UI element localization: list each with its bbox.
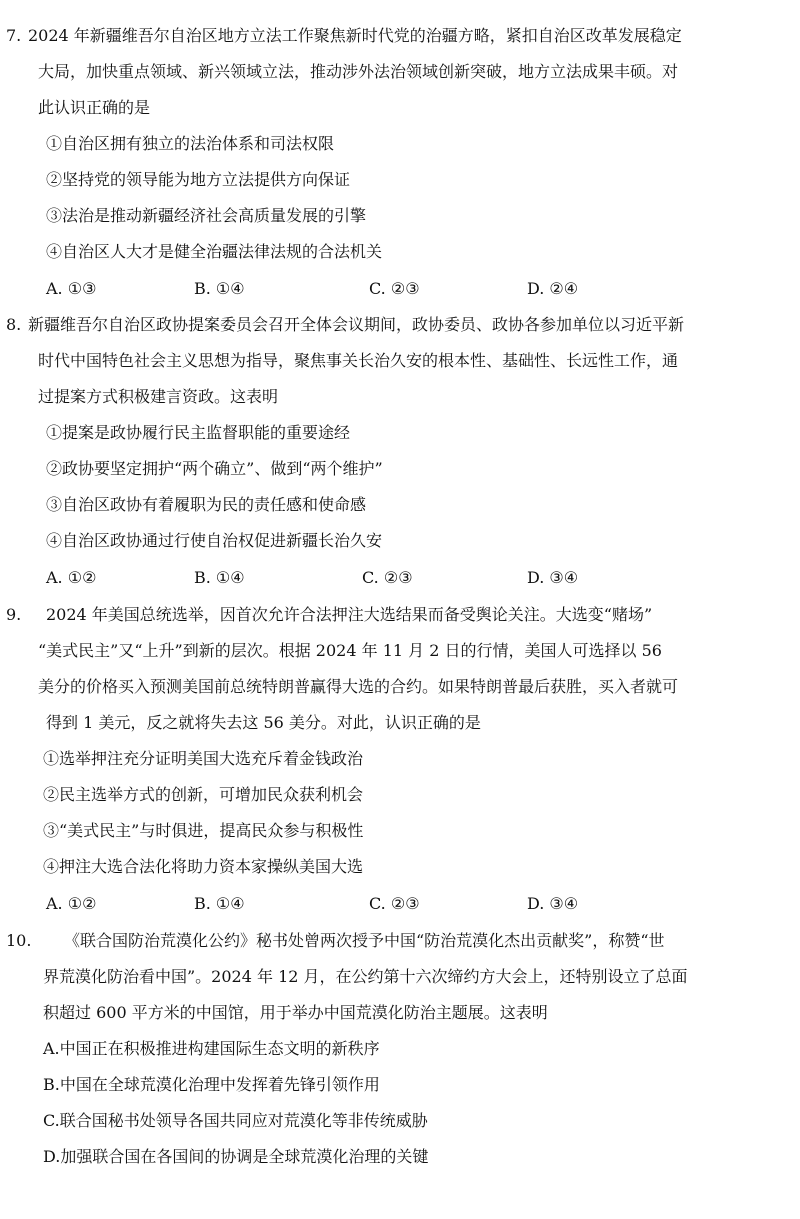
question-stem-line: 得到 1 美元，反之就将失去这 56 美分。对此，认识正确的是 bbox=[46, 713, 481, 732]
choice-d[interactable]: D.加强联合国在各国间的协调是全球荒漠化治理的关键 bbox=[43, 1147, 429, 1166]
choice-d[interactable]: D. ③④ bbox=[527, 894, 579, 913]
choice-b[interactable]: B. ①④ bbox=[194, 279, 245, 298]
question-number: 10. bbox=[6, 931, 32, 950]
statement-item: ①提案是政协履行民主监督职能的重要途经 bbox=[46, 423, 351, 442]
statement-item: ④押注大选合法化将助力资本家操纵美国大选 bbox=[43, 857, 364, 876]
question-stem-line: 界荒漠化防治看中国”。2024 年 12 月，在公约第十六次缔约方大会上，还特别设立了总面 bbox=[43, 967, 688, 986]
choice-c[interactable]: C. ②③ bbox=[369, 279, 420, 298]
question-number: 9. bbox=[6, 605, 22, 624]
choice-a[interactable]: A.中国正在积极推进构建国际生态文明的新秩序 bbox=[43, 1039, 380, 1058]
question-stem-line: 积超过 600 平方米的中国馆，用于举办中国荒漠化防治主题展。这表明 bbox=[43, 1003, 548, 1022]
statement-item: ②坚持党的领导能为地方立法提供方向保证 bbox=[46, 170, 351, 189]
choice-a[interactable]: A. ①② bbox=[46, 894, 97, 913]
question-stem-line: 大局，加快重点领域、新兴领域立法，推动涉外法治领域创新突破，地方立法成果丰硕。对 bbox=[38, 62, 679, 81]
question-stem-line: 新疆维吾尔自治区政协提案委员会召开全体会议期间，政协委员、政协各参加单位以习近平新 bbox=[28, 315, 685, 334]
choice-d[interactable]: D. ③④ bbox=[527, 568, 579, 587]
question-stem-line: “美式民主”又“上升”到新的层次。根据 2024 年 11 月 2 日的行情，美国人可选择以 56 bbox=[38, 641, 662, 660]
choice-c[interactable]: C.联合国秘书处领导各国共同应对荒漠化等非传统威胁 bbox=[43, 1111, 428, 1130]
question-stem-line: 2024 年新疆维吾尔自治区地方立法工作聚焦新时代党的治疆方略，紧扣自治区改革发展稳定 bbox=[28, 26, 682, 45]
choice-b[interactable]: B.中国在全球荒漠化治理中发挥着先锋引领作用 bbox=[43, 1075, 380, 1094]
choice-c[interactable]: C. ②③ bbox=[362, 568, 413, 587]
choice-b[interactable]: B. ①④ bbox=[194, 568, 245, 587]
question-stem-line: 2024 年美国总统选举，因首次允许合法押注大选结果而备受舆论关注。大选变“赌场” bbox=[46, 605, 653, 624]
question-number: 8. bbox=[6, 315, 22, 334]
statement-item: ①自治区拥有独立的法治体系和司法权限 bbox=[46, 134, 335, 153]
statement-item: ④自治区政协通过行使自治权促进新疆长治久安 bbox=[46, 531, 383, 550]
statement-item: ①选举押注充分证明美国大选充斥着金钱政治 bbox=[43, 749, 364, 768]
statement-item: ③自治区政协有着履职为民的责任感和使命感 bbox=[46, 495, 367, 514]
question-stem-line: 美分的价格买入预测美国前总统特朗普赢得大选的合约。如果特朗普最后获胜，买入者就可 bbox=[38, 677, 679, 696]
choice-d[interactable]: D. ②④ bbox=[527, 279, 579, 298]
statement-item: ③“美式民主”与时俱进，提高民众参与积极性 bbox=[43, 821, 364, 840]
question-number: 7. bbox=[6, 26, 22, 45]
choice-a[interactable]: A. ①② bbox=[46, 568, 97, 587]
choice-b[interactable]: B. ①④ bbox=[194, 894, 245, 913]
statement-item: ②民主选举方式的创新，可增加民众获利机会 bbox=[43, 785, 364, 804]
choice-c[interactable]: C. ②③ bbox=[369, 894, 420, 913]
choice-a[interactable]: A. ①③ bbox=[46, 279, 97, 298]
question-stem-line: 时代中国特色社会主义思想为指导，聚焦事关长治久安的根本性、基础性、长远性工作，通 bbox=[38, 351, 679, 370]
statement-item: ④自治区人大才是健全治疆法律法规的合法机关 bbox=[46, 242, 383, 261]
question-stem-line: 此认识正确的是 bbox=[38, 98, 151, 117]
question-stem-line: 《联合国防治荒漠化公约》秘书处曾两次授予中国“防治荒漠化杰出贡献奖”，称赞“世 bbox=[64, 931, 665, 950]
question-stem-line: 过提案方式积极建言资政。这表明 bbox=[38, 387, 279, 406]
statement-item: ③法治是推动新疆经济社会高质量发展的引擎 bbox=[46, 206, 367, 225]
statement-item: ②政协要坚定拥护“两个确立”、做到“两个维护” bbox=[46, 459, 383, 478]
